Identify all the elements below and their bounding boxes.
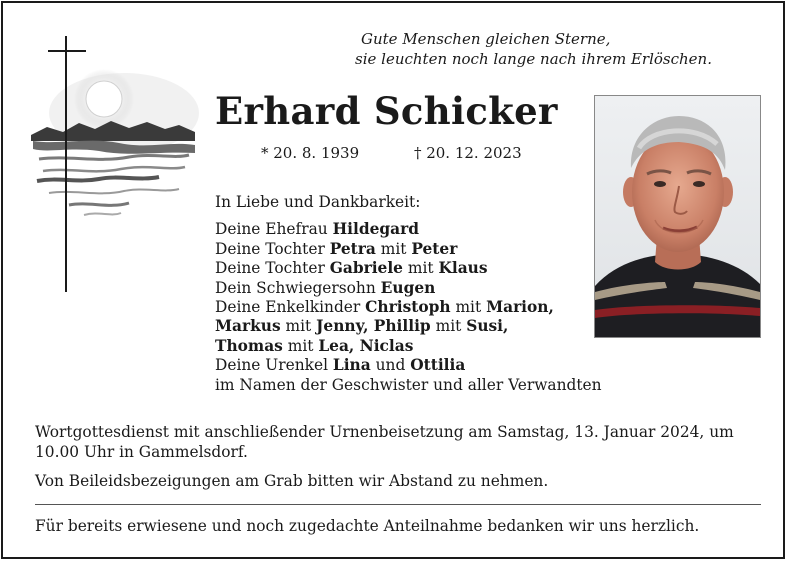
mourner-relation: mit (430, 317, 467, 336)
mourner-name: Ottilia (410, 356, 466, 375)
mourner-relation: Deine Urenkel (215, 356, 333, 375)
mourner-name: Petra (329, 239, 376, 258)
mourner-relation: mit (450, 298, 487, 317)
mourner-line (215, 337, 595, 356)
mourner-relation: Deine Tochter (215, 239, 330, 258)
quote-line-1: Gute Menschen gleichen Sterne, (361, 30, 611, 48)
quote-line-2: sie leuchten noch lange nach ihrem Erlöschen. (355, 50, 712, 68)
deceased-name: Erhard Schicker (215, 89, 558, 133)
condolence-note: Von Beileidsbezeigungen am Grab bitten wir Abstand zu nehmen. (35, 472, 549, 490)
mourner-name: Susi, (466, 317, 509, 336)
mourner-name: Thomas (215, 336, 283, 355)
mourner-relation: im Namen der Geschwister und aller Verwandten (215, 375, 602, 394)
obituary-card (1, 1, 785, 559)
mourner-name: Klaus (438, 259, 488, 278)
mourner-line (215, 356, 595, 375)
mourner-relation: mit (402, 259, 439, 278)
mourner-relation: und (370, 356, 411, 375)
mourner-name: Eugen (380, 278, 436, 297)
mourner-line (215, 279, 595, 298)
service-info (35, 423, 765, 492)
mourner-line (215, 259, 595, 278)
mourner-line (215, 240, 595, 259)
mourner-relation: Deine Ehefrau (215, 220, 333, 239)
mourner-name: Markus (215, 317, 281, 336)
mourner-relation: mit (375, 239, 412, 258)
mourner-name: Lina (332, 356, 371, 375)
divider (35, 504, 761, 505)
service-details: Wortgottesdienst mit anschließender Urnenbeisetzung am Samstag, 13. Januar 2024, um 10.00 Uhr in Gammelsdorf. (35, 423, 734, 461)
mourners-block (215, 193, 602, 395)
mourner-relation: Dein Schwiegersohn (215, 278, 381, 297)
epigraph-quote (355, 29, 755, 69)
mourner-name: Lea, Niclas (318, 336, 414, 355)
portrait-image (595, 96, 760, 337)
death-date: † 20. 12. 2023 (413, 144, 522, 162)
mourner-relation: Deine Enkelkinder (215, 298, 366, 317)
birth-date: * 20. 8. 1939 (261, 144, 360, 162)
mourner-name: Peter (411, 239, 458, 258)
mourner-relation: mit (280, 317, 317, 336)
intro-line: In Liebe und Dankbarkeit: (215, 193, 421, 211)
portrait-photo (594, 95, 761, 338)
mourner-line (215, 317, 595, 336)
life-dates (261, 144, 522, 162)
mourner-name: Christoph (365, 298, 451, 317)
mourner-relation: Deine Tochter (215, 259, 330, 278)
mourners-list (215, 220, 602, 395)
mourner-name: Marion, (486, 298, 554, 317)
mourner-name: Gabriele (329, 259, 403, 278)
mourner-line (215, 298, 595, 317)
mourner-relation: mit (282, 336, 319, 355)
thanks-line: Für bereits erwiesene und noch zugedachte Anteilnahme bedanken wir uns herzlich. (35, 517, 700, 535)
cross-moon-landscape-icon (29, 33, 199, 298)
mourner-line (215, 375, 602, 395)
mourner-name: Jenny, Phillip (316, 317, 431, 336)
mourner-name: Hildegard (332, 220, 419, 239)
mourner-line (215, 220, 595, 239)
